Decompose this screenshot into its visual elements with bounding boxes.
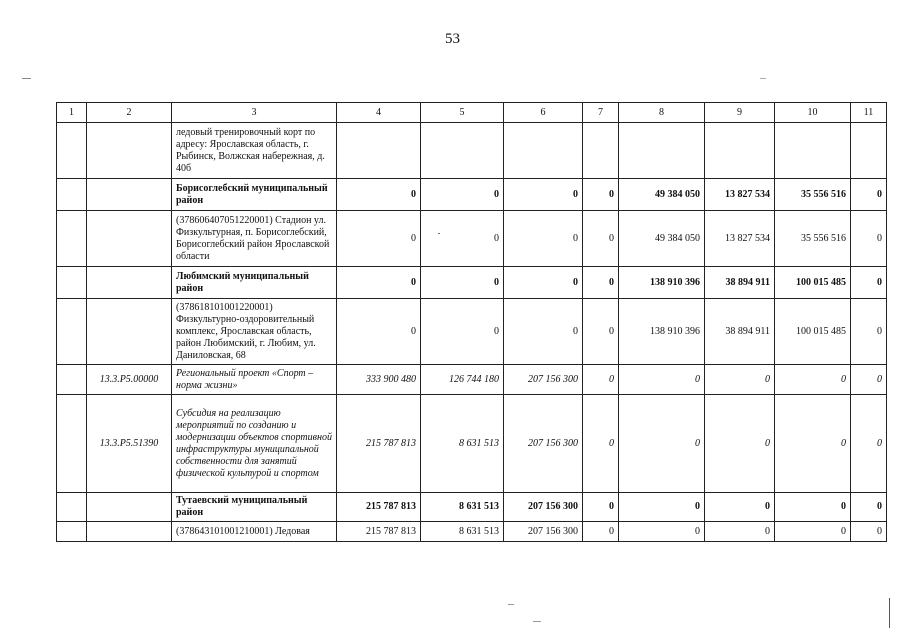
cell-col5: 0 (421, 299, 504, 365)
cell-col7: 0 (583, 522, 619, 542)
cell-code (87, 123, 172, 179)
cell-number (57, 522, 87, 542)
cell-code (87, 179, 172, 211)
cell-col8: 0 (619, 493, 705, 522)
cell-col10: 0 (775, 365, 851, 395)
cell-name: ледовый тренировочный корт по адресу: Ярославская область, г. Рыбинск, Волжская набережная, д. 40б (172, 123, 337, 179)
cell-code: 13.3.P5.51390 (87, 395, 172, 493)
speck (533, 621, 541, 622)
cell-col11: 0 (851, 211, 887, 267)
cell-number (57, 365, 87, 395)
cell-col4: 215 787 813 (337, 522, 421, 542)
header-cell: 1 (57, 103, 87, 123)
cell-col8: 138 910 396 (619, 267, 705, 299)
cell-col8: 49 384 050 (619, 179, 705, 211)
table-header-row (57, 103, 887, 123)
cell-col6: 0 (504, 211, 583, 267)
cell-col6: 0 (504, 299, 583, 365)
cell-col11: 0 (851, 395, 887, 493)
cell-col5: 8 631 513 (421, 395, 504, 493)
speck (760, 78, 766, 79)
cell-col7: 0 (583, 395, 619, 493)
cell-col5 (421, 123, 504, 179)
table-row (57, 365, 887, 395)
cell-col11: 0 (851, 365, 887, 395)
table-row (57, 211, 887, 267)
margin-mark (889, 598, 890, 628)
cell-col7: 0 (583, 211, 619, 267)
table-row (57, 179, 887, 211)
header-cell: 5 (421, 103, 504, 123)
cell-name: Субсидия на реализацию мероприятий по созданию и модернизации объектов спортивной инфраструктуры муниципальной собственности для занятий физической культурой и спортом (172, 395, 337, 493)
cell-col11: 0 (851, 267, 887, 299)
cell-col9: 38 894 911 (705, 299, 775, 365)
cell-col8 (619, 123, 705, 179)
cell-col10 (775, 123, 851, 179)
budget-table (56, 102, 887, 542)
cell-col9: 0 (705, 395, 775, 493)
cell-col11: 0 (851, 522, 887, 542)
table-row (57, 395, 887, 493)
speck (22, 78, 31, 79)
cell-col7: 0 (583, 299, 619, 365)
cell-col10: 100 015 485 (775, 267, 851, 299)
cell-number (57, 211, 87, 267)
cell-number (57, 493, 87, 522)
cell-number (57, 267, 87, 299)
header-cell: 9 (705, 103, 775, 123)
cell-col5: 0 (421, 267, 504, 299)
cell-name: (378643101001210001) Ледовая (172, 522, 337, 542)
header-cell: 10 (775, 103, 851, 123)
cell-col4: 215 787 813 (337, 493, 421, 522)
cell-name: Любимский муниципальный район (172, 267, 337, 299)
cell-col11 (851, 123, 887, 179)
cell-col9: 0 (705, 522, 775, 542)
cell-col4 (337, 123, 421, 179)
cell-col6 (504, 123, 583, 179)
cell-col5: 8 631 513 (421, 493, 504, 522)
cell-number (57, 299, 87, 365)
cell-name: Региональный проект «Спорт – норма жизни» (172, 365, 337, 395)
cell-code (87, 267, 172, 299)
cell-number (57, 395, 87, 493)
cell-number (57, 179, 87, 211)
header-cell: 7 (583, 103, 619, 123)
cell-col5: 8 631 513 (421, 522, 504, 542)
cell-col6: 0 (504, 179, 583, 211)
cell-col9: 0 (705, 493, 775, 522)
header-cell: 6 (504, 103, 583, 123)
speck (508, 604, 514, 605)
cell-code (87, 522, 172, 542)
cell-col10: 0 (775, 395, 851, 493)
cell-name: (378606407051220001) Стадион ул. Физкультурная, п. Борисоглебский, Борисоглебский район Ярославской области (172, 211, 337, 267)
cell-col4: 333 900 480 (337, 365, 421, 395)
cell-col4: 0 (337, 211, 421, 267)
cell-code (87, 299, 172, 365)
cell-col10: 35 556 516 (775, 211, 851, 267)
cell-name: (378618101001220001) Физкультурно-оздоровительный комплекс, Ярославская область, район Любимский, г. Любим, ул. Даниловская, 68 (172, 299, 337, 365)
cell-col7: 0 (583, 267, 619, 299)
cell-code (87, 211, 172, 267)
cell-col5: 0 (421, 179, 504, 211)
cell-col10: 100 015 485 (775, 299, 851, 365)
cell-col8: 0 (619, 395, 705, 493)
cell-number (57, 123, 87, 179)
table-row (57, 267, 887, 299)
cell-col8: 0 (619, 522, 705, 542)
table-body (57, 103, 887, 542)
cell-code (87, 493, 172, 522)
cell-col10: 35 556 516 (775, 179, 851, 211)
cell-col4: 0 (337, 179, 421, 211)
header-cell: 11 (851, 103, 887, 123)
cell-col11: 0 (851, 493, 887, 522)
cell-col4: 0 (337, 267, 421, 299)
cell-col10: 0 (775, 493, 851, 522)
cell-col9 (705, 123, 775, 179)
cell-col11: 0 (851, 179, 887, 211)
cell-name: Борисоглебский муниципальный район (172, 179, 337, 211)
table-row (57, 299, 887, 365)
cell-col6: 207 156 300 (504, 395, 583, 493)
cell-col9: 13 827 534 (705, 179, 775, 211)
cell-code: 13.3.P5.00000 (87, 365, 172, 395)
cell-col11: 0 (851, 299, 887, 365)
header-cell: 4 (337, 103, 421, 123)
cell-name: Тутаевский муниципальный район (172, 493, 337, 522)
cell-col9: 38 894 911 (705, 267, 775, 299)
table-row (57, 493, 887, 522)
cell-col8: 0 (619, 365, 705, 395)
cell-col9: 13 827 534 (705, 211, 775, 267)
cell-col6: 207 156 300 (504, 365, 583, 395)
header-cell: 3 (172, 103, 337, 123)
table-row (57, 522, 887, 542)
cell-col4: 215 787 813 (337, 395, 421, 493)
cell-col5: 0 (421, 211, 504, 267)
header-cell: 2 (87, 103, 172, 123)
page-number: 53 (445, 31, 460, 47)
table-row (57, 123, 887, 179)
cell-col8: 49 384 050 (619, 211, 705, 267)
cell-col5: 126 744 180 (421, 365, 504, 395)
cell-col4: 0 (337, 299, 421, 365)
cell-col6: 207 156 300 (504, 493, 583, 522)
cell-col6: 207 156 300 (504, 522, 583, 542)
cell-col6: 0 (504, 267, 583, 299)
cell-col7: 0 (583, 493, 619, 522)
cell-col8: 138 910 396 (619, 299, 705, 365)
cell-col9: 0 (705, 365, 775, 395)
cell-col7: 0 (583, 365, 619, 395)
cell-col10: 0 (775, 522, 851, 542)
header-cell: 8 (619, 103, 705, 123)
cell-col7 (583, 123, 619, 179)
cell-col7: 0 (583, 179, 619, 211)
